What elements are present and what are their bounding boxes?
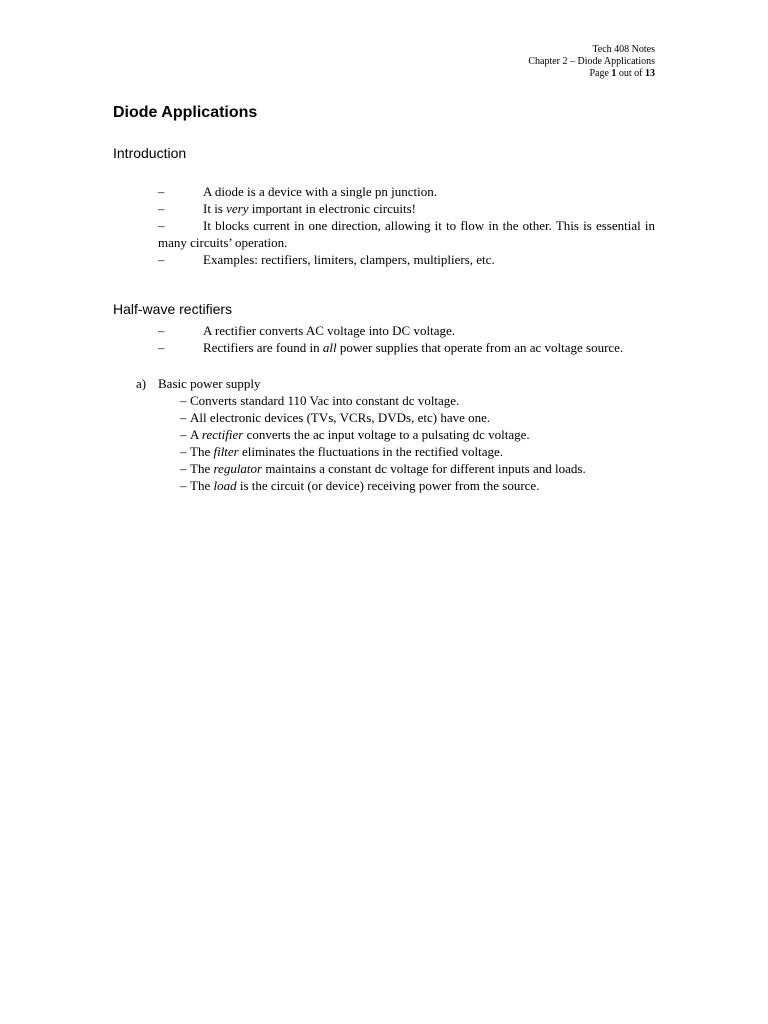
- bullet-dash: –: [180, 444, 187, 459]
- bullet-dash: –: [158, 252, 165, 267]
- bullet-dash: –: [180, 461, 187, 476]
- emphasis-text: regulator: [213, 461, 263, 476]
- bullet-dash: –: [180, 410, 187, 425]
- list-item-text: [203, 252, 495, 267]
- list-item: [158, 251, 655, 268]
- page-total: 13: [645, 68, 655, 79]
- text-run: A: [190, 427, 202, 442]
- emphasis-text: filter: [213, 444, 239, 459]
- emphasis-text: rectifier: [201, 427, 244, 442]
- text-run: A diode is a device with a single pn junction.: [203, 184, 437, 199]
- list-item: [167, 392, 655, 409]
- list-item-text: [190, 444, 503, 459]
- list-item: [167, 460, 655, 477]
- section-heading-introduction: Introduction: [113, 145, 187, 161]
- list-item-text: [203, 340, 623, 355]
- subsection-label: Basic power supply: [158, 376, 261, 391]
- half-wave-list: [158, 322, 655, 356]
- text-run: converts the ac input voltage to a pulsating dc voltage.: [243, 427, 530, 442]
- text-run: maintains a constant dc voltage for different inputs and loads.: [262, 461, 586, 476]
- chapter-name: Chapter 2 – Diode Applications: [528, 56, 655, 67]
- bullet-dash: –: [180, 427, 187, 442]
- bullet-dash: –: [158, 323, 165, 338]
- bullet-dash: –: [158, 201, 165, 216]
- page-number: [528, 68, 655, 80]
- bullet-dash: –: [180, 478, 187, 493]
- bullet-dash: –: [158, 340, 165, 355]
- text-run: power supplies that operate from an ac voltage source.: [336, 340, 624, 355]
- text-run: Converts standard 110 Vac into constant dc voltage.: [190, 393, 460, 408]
- text-run: It is: [203, 201, 227, 216]
- list-item-text: [190, 478, 539, 493]
- page-current: 1: [611, 68, 617, 79]
- page-header: [528, 44, 655, 80]
- basic-power-supply-list: [180, 392, 655, 494]
- text-run: Examples: rectifiers, limiters, clampers, multipliers, etc.: [203, 252, 495, 267]
- list-item-text: [158, 218, 655, 250]
- list-item-text: [203, 184, 437, 199]
- list-item: [167, 443, 655, 460]
- text-run: All electronic devices (TVs, VCRs, DVDs, etc) have one.: [190, 410, 491, 425]
- emphasis-text: all: [322, 340, 337, 355]
- list-item: [158, 200, 655, 217]
- list-item-text: [190, 393, 459, 408]
- bullet-dash: –: [180, 393, 187, 408]
- emphasis-text: very: [226, 201, 249, 216]
- text-run: important in electronic circuits!: [248, 201, 416, 216]
- text-run: eliminates the fluctuations in the rectified voltage.: [238, 444, 503, 459]
- text-run: The: [190, 478, 214, 493]
- list-item-text: [190, 427, 530, 442]
- list-item: [158, 217, 655, 251]
- text-run: is the circuit (or device) receiving power from the source.: [236, 478, 540, 493]
- list-item-text: [190, 410, 490, 425]
- list-item: [158, 322, 655, 339]
- list-item: [158, 339, 655, 356]
- introduction-list: [158, 183, 655, 268]
- bullet-dash: –: [158, 184, 165, 199]
- text-run: Rectifiers are found in: [203, 340, 323, 355]
- text-run: A rectifier converts AC voltage into DC voltage.: [203, 323, 455, 338]
- text-run: The: [190, 444, 214, 459]
- emphasis-text: load: [213, 478, 237, 493]
- text-run: The: [190, 461, 214, 476]
- list-item: [167, 426, 655, 443]
- section-heading-half-wave-rectifiers: Half-wave rectifiers: [113, 301, 233, 317]
- document-title: Diode Applications: [113, 104, 258, 121]
- list-item-text: [203, 201, 416, 216]
- course-name: Tech 408 Notes: [592, 44, 655, 55]
- list-item: [158, 183, 655, 200]
- list-item-text: [203, 323, 455, 338]
- text-run: It blocks current in one direction, allowing it to flow in the other. This is essential in many circuits’ operation.: [158, 218, 655, 250]
- subsection-basic-power-supply: [136, 375, 261, 392]
- list-item: [167, 409, 655, 426]
- bullet-dash: –: [158, 218, 165, 233]
- list-item: [167, 477, 655, 494]
- list-item-text: [190, 461, 586, 476]
- page-label: Page: [589, 68, 612, 79]
- page-of-label: out of: [616, 68, 645, 79]
- subsection-marker: a): [136, 376, 147, 391]
